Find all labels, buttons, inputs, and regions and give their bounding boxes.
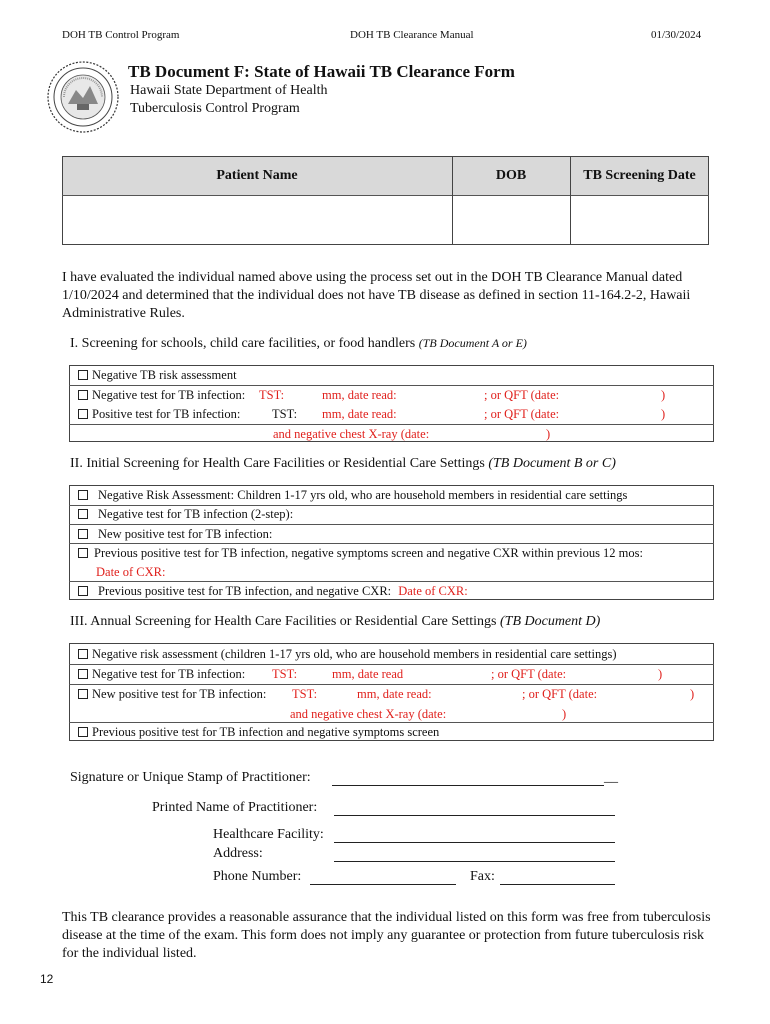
address-label: Address: — [213, 846, 263, 861]
list-item: Positive test for TB infection: TST: mm, date read: ; or QFT (date: ) — [78, 405, 722, 424]
checkbox[interactable] — [78, 727, 88, 737]
list-item: and negative chest X-ray (date: ) — [273, 427, 551, 441]
header-left: DOH TB Control Program — [62, 29, 180, 41]
list-item: Negative test for TB infection: TST: mm, date read ; or QFT (date: ) — [78, 665, 722, 684]
list-item: Negative risk assessment (children 1-17 yrs old, who are household members in residential care settings) — [78, 645, 722, 664]
signature-tail: __ — [604, 770, 618, 785]
list-item: New positive test for TB infection: TST: mm, date read: ; or QFT (date: ) — [78, 685, 722, 704]
list-item: Negative test for TB infection (2-step): — [78, 505, 722, 524]
checkbox[interactable] — [78, 490, 88, 500]
header-date: 01/30/2024 — [651, 29, 702, 41]
page-title: TB Document F: State of Hawaii TB Clearance Form — [128, 62, 515, 81]
phone-label: Phone Number: — [213, 869, 302, 884]
disclaimer-text: This TB clearance provides a reasonable assurance that the individual listed on this form was free from tuberculosis disease at the time of the exam. This form does not imply any guarantee or protection from future tuberculosis risk for the individual listed. — [62, 910, 711, 961]
facility-field[interactable] — [334, 842, 615, 843]
printed-name-field[interactable] — [334, 815, 615, 816]
fax-label: Fax: — [470, 869, 495, 884]
cxr-date-label: Date of CXR: — [96, 565, 166, 579]
header-center: DOH TB Clearance Manual — [350, 29, 474, 41]
signature-field[interactable] — [332, 785, 604, 786]
list-item: Negative test for TB infection: TST: mm, date read: ; or QFT (date: ) — [78, 386, 722, 405]
dob-field[interactable] — [454, 198, 568, 242]
page-number: 12 — [40, 972, 54, 986]
printed-name-label: Printed Name of Practitioner: — [152, 800, 318, 815]
dob-header: DOB — [495, 168, 527, 183]
screening-date-header: TB Screening Date — [583, 168, 696, 183]
checkbox[interactable] — [78, 409, 88, 419]
list-item: Previous positive test for TB infection, negative symptoms screen and negative CXR within previous 12 mos: — [78, 544, 722, 563]
checkbox[interactable] — [78, 689, 88, 699]
list-item: Negative TB risk assessment — [78, 366, 722, 385]
list-item: New positive test for TB infection: — [78, 525, 722, 544]
checkbox[interactable] — [78, 370, 88, 380]
screening-date-field[interactable] — [572, 198, 707, 242]
patient-name-field[interactable] — [64, 198, 450, 242]
list-item: Negative Risk Assessment: Children 1-17 yrs old, who are household members in residential care settings — [78, 486, 722, 505]
checkbox[interactable] — [78, 390, 88, 400]
checkbox[interactable] — [78, 529, 88, 539]
checkbox[interactable] — [78, 509, 88, 519]
checkbox[interactable] — [78, 548, 88, 558]
list-item: and negative chest X-ray (date: ) — [290, 707, 567, 721]
checkbox[interactable] — [78, 586, 88, 596]
patient-name-header: Patient Name — [216, 168, 298, 183]
section-2-title: II. Initial Screening for Health Care Facilities or Residential Care Settings (TB Document B or C) — [70, 456, 616, 471]
clearance-statement: I have evaluated the individual named above using the process set out in the DOH TB Clearance Manual dated 1/10/2024 and determined that the individual does not have TB disease as defined in section 11-164.2-2, Hawaii Administrative Rules. — [62, 270, 691, 321]
checkbox[interactable] — [78, 649, 88, 659]
program-name: Tuberculosis Control Program — [130, 101, 300, 116]
fax-field[interactable] — [500, 884, 615, 885]
address-field[interactable] — [334, 861, 615, 862]
checkbox[interactable] — [78, 669, 88, 679]
phone-field[interactable] — [310, 884, 456, 885]
list-item: Previous positive test for TB infection and negative symptoms screen — [78, 723, 722, 742]
state-seal-icon — [46, 60, 120, 134]
section-1-title: I. Screening for schools, child care facilities, or food handlers (TB Document A or E) — [70, 336, 527, 351]
list-item: Previous positive test for TB infection, and negative CXR: Date of CXR: — [78, 582, 722, 601]
department-name: Hawaii State Department of Health — [130, 83, 328, 98]
facility-label: Healthcare Facility: — [213, 827, 324, 842]
section-3-title: III. Annual Screening for Health Care Facilities or Residential Care Settings (TB Document D) — [70, 614, 601, 629]
signature-label: Signature or Unique Stamp of Practitioner: — [70, 770, 311, 785]
